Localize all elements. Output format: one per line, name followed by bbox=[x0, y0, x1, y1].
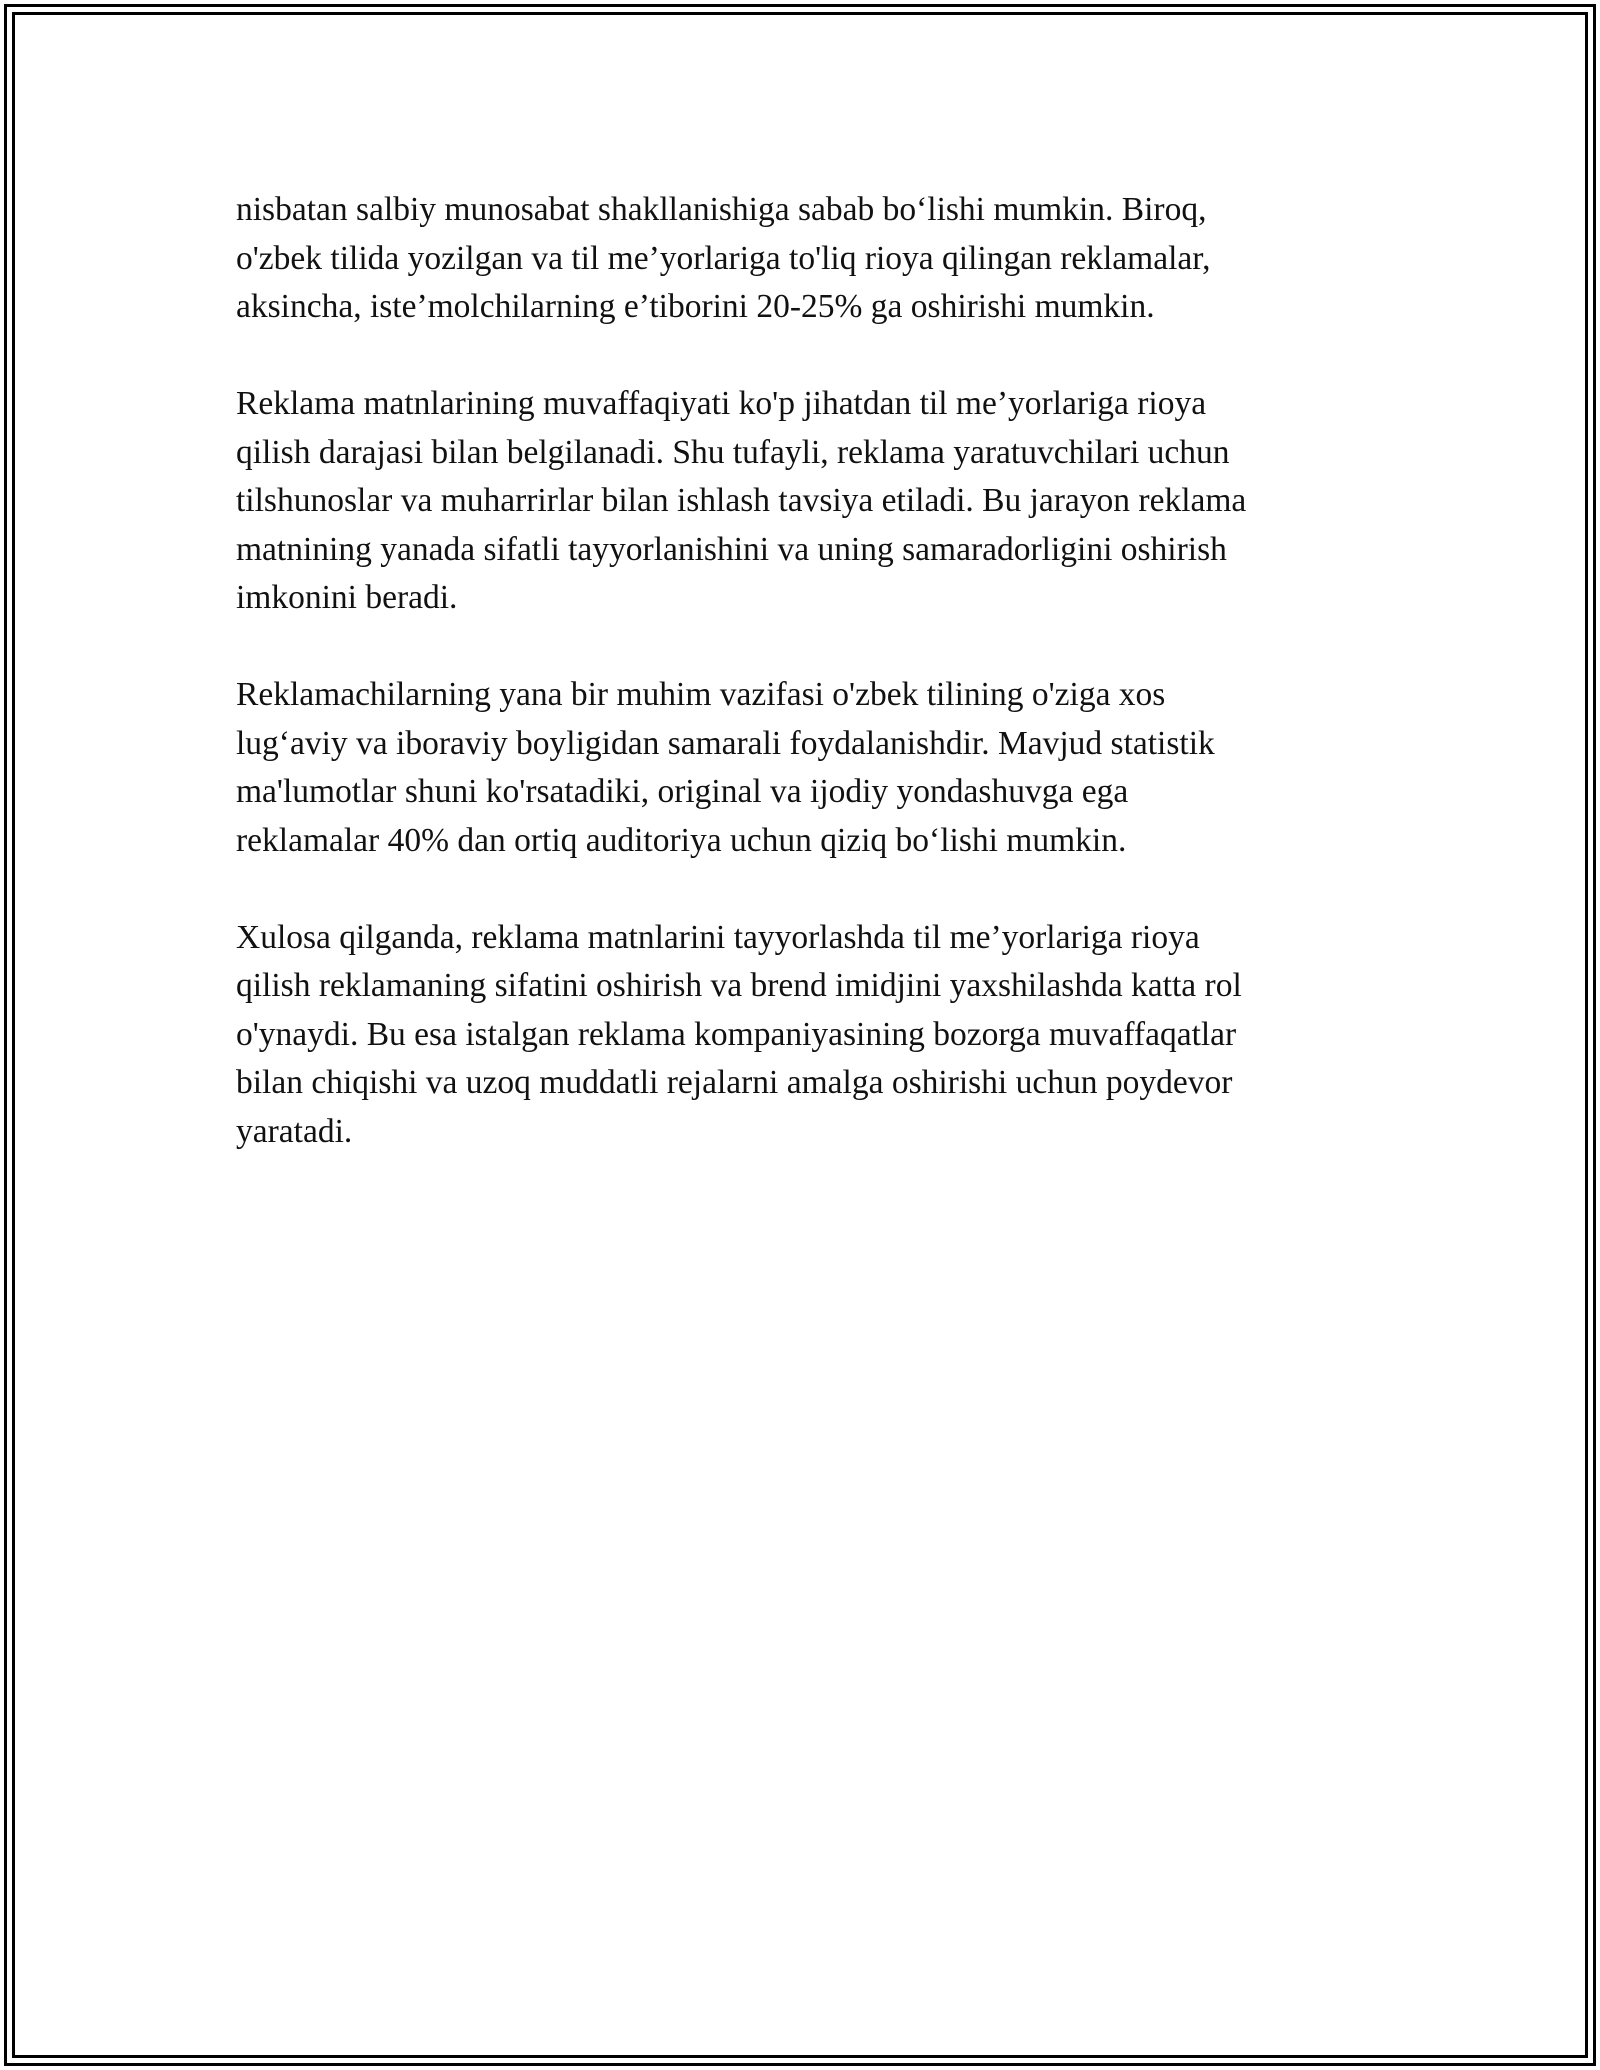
paragraph-1 bbox=[236, 186, 1366, 332]
text-line: Reklamachilarning yana bir muhim vazifasi o'zbek tilining o'ziga xos bbox=[236, 676, 1166, 713]
text-line: tilshunoslar va muharrirlar bilan ishlash tavsiya etiladi. Bu jarayon reklama bbox=[236, 482, 1247, 519]
text-line: o'ynaydi. Bu esa istalgan reklama kompaniyasining bozorga muvaffaqatlar bbox=[236, 1015, 1237, 1053]
text-line: matnining yanada sifatli tayyorlanishini va uning samaradorligini oshirish bbox=[236, 530, 1227, 568]
document-body bbox=[236, 186, 1366, 1205]
paragraph-4 bbox=[236, 914, 1366, 1157]
text-line: Reklama matnlarining muvaffaqiyati ko'p jihatdan til me’yorlariga rioya bbox=[236, 385, 1207, 422]
text-line: nisbatan salbiy munosabat shakllanishiga sabab bo‘lishi mumkin. Biroq, bbox=[236, 191, 1207, 228]
text-line: bilan chiqishi va uzoq muddatli rejalarni amalga oshirishi uchun poydevor bbox=[236, 1064, 1233, 1101]
text-line: yaratadi. bbox=[236, 1112, 353, 1150]
text-line: reklamalar 40% dan ortiq auditoriya uchun qiziq bo‘lishi mumkin. bbox=[236, 821, 1127, 859]
text-line: lug‘aviy va iboraviy boyligidan samarali foydalanishdir. Mavjud statistik bbox=[236, 724, 1215, 762]
text-line: ma'lumotlar shuni ko'rsatadiki, original va ijodiy yondashuvga ega bbox=[236, 773, 1129, 810]
text-line: Xulosa qilganda, reklama matnlarini tayyorlashda til me’yorlariga rioya bbox=[236, 918, 1200, 956]
text-line: o'zbek tilida yozilgan va til me’yorlariga to'liq rioya qilingan reklamalar, bbox=[236, 239, 1211, 277]
text-line: qilish reklamaning sifatini oshirish va brend imidjini yaxshilashda katta rol bbox=[236, 967, 1242, 1004]
text-line: imkonini beradi. bbox=[236, 579, 458, 616]
text-line: aksincha, iste’molchilarning e’tiborini 20-25% ga oshirishi mumkin. bbox=[236, 288, 1155, 325]
paragraph-3 bbox=[236, 671, 1366, 865]
text-line: qilish darajasi bilan belgilanadi. Shu tufayli, reklama yaratuvchilari uchun bbox=[236, 433, 1230, 471]
paragraph-2 bbox=[236, 380, 1366, 623]
